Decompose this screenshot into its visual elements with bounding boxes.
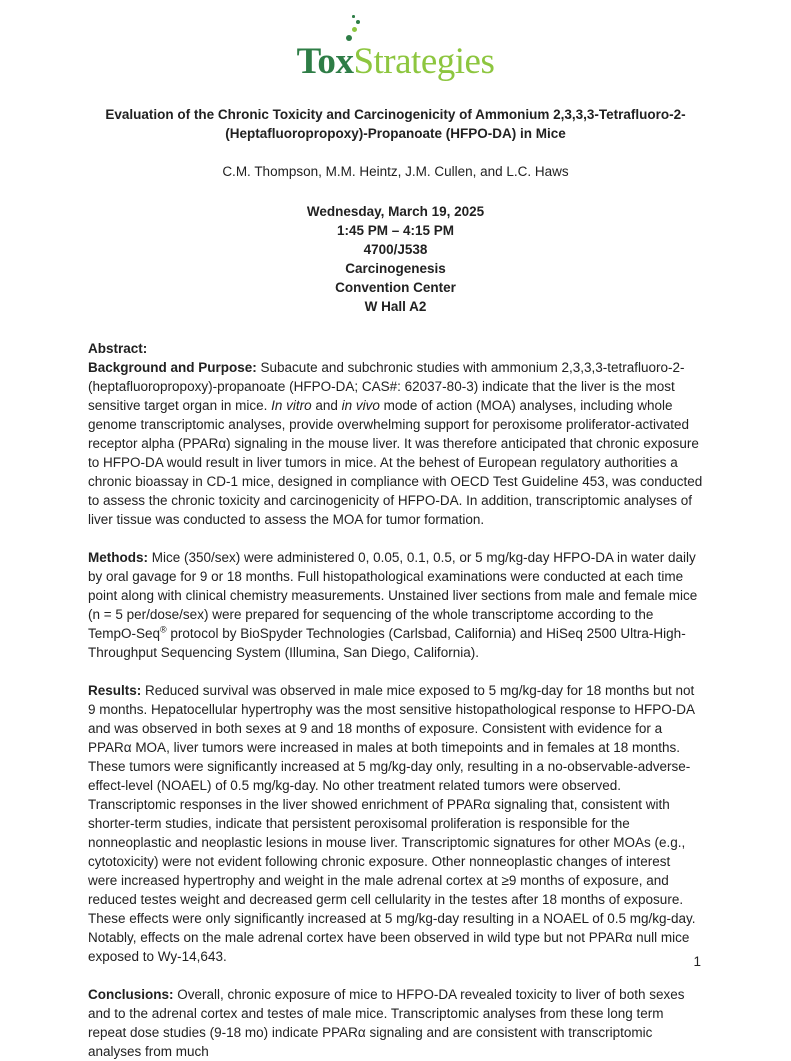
session-number: 4700/J538	[363, 241, 428, 257]
abstract-body	[88, 339, 703, 1061]
section-text-methods: Mice (350/sex) were administered 0, 0.05, 0.1, 0.5, or 5 mg/kg-day HFPO-DA in water daily by oral gavage for 9 or 18 months. Full histopathological examinations were conducted at each time point along with clinical chemistry measurements. Unstained liver sections from male and female mice (n = 5 per/dose/sex) were prepared for sequencing of the whole transcriptome according to the TempO-Seq® protocol by BioSpyder Technologies (Carlsbad, California) and HiSeq 2500 Ultra-High-Throughput Sequencing System (Illumina, San Diego, California).	[88, 549, 698, 660]
session-info	[88, 202, 703, 316]
abstract-paragraph-results	[88, 681, 703, 966]
section-text-results: Reduced survival was observed in male mice exposed to 5 mg/kg-day for 18 months but not 9 months. Hepatocellular hypertrophy was the most sensitive histopathological response to HFPO-DA and was observed in both sexes at 9 and 18 months of exposure. Consistent with evidence for a PPARα MOA, liver tumors were increased in males at both timepoints and in females at 18 months. These tumors were significantly increased at 5 mg/kg-day only, resulting in a no-observable-adverse-effect-level (NOAEL) of 0.5 mg/kg-day. No other treatment related tumors were observed. Transcriptomic responses in the liver showed enrichment of PPARα signaling that, consistent with shorter-term studies, indicate that persistent peroxisomal proliferation is responsible for the nonneoplastic and neoplastic lesions in mouse liver. Transcriptomic signatures for other MOAs (e.g., cytotoxicity) were not evident following chronic exposure. Other nonneoplastic changes of interest were increased hypertrophy and weight in the male adrenal cortex at ≥9 months of exposure, and reduced testes weight and decreased germ cell cellularity in the testes after 18 months of exposure. These effects were only significantly increased at 5 mg/kg-day resulting in a NOAEL of 0.5 mg/kg-day. Notably, effects on the male adrenal cortex have been observed in wild type but not PPARα null mice exposed to Wy-14,643.	[88, 682, 696, 964]
section-text-conclusions: Overall, chronic exposure of mice to HFPO-DA revealed toxicity to liver of both sexes and to the adrenal cortex and testes of male mice. Transcriptomic analyses from these long term repeat dose studies (9-18 mo) indicate PPARα signaling and are consistent with transcriptomic analyses from much	[88, 986, 685, 1059]
session-venue: Convention Center	[335, 279, 456, 295]
abstract-heading: Abstract:	[88, 340, 148, 356]
toxstrategies-logo	[88, 42, 703, 83]
title-line-2: (Heptafluoropropoxy)-Propanoate (HFPO-DA) in Mice	[225, 125, 566, 141]
logo-tox-text: Tox	[297, 41, 354, 82]
session-hall: W Hall A2	[364, 298, 427, 314]
session-date: Wednesday, March 19, 2025	[306, 203, 485, 219]
section-label-background: Background and Purpose:	[88, 359, 257, 375]
section-text-background: Subacute and subchronic studies with ammonium 2,3,3,3-tetrafluoro-2-(heptafluoropropoxy)-propanoate (HFPO-DA; CAS#: 62037-80-3) indicate that the liver is the most sensitive target organ in mice. In vitro and in vivo mode of action (MOA) analyses, including whole genome transcriptomic analyses, provide overwhelming support for peroxisome proliferator-activated receptor alpha (PPARα) signaling in the mouse liver. It was therefore anticipated that chronic exposure to HFPO-DA would result in liver tumors in mice. At the behest of European regulatory authorities a chronic bioassay in CD-1 mice, designed in compliance with OECD Test Guideline 453, was conducted to assess the chronic toxicity and carcinogenicity of HFPO-DA. In addition, transcriptomic analyses of liver tissue was conducted to assess the MOA for tumor formation.	[88, 359, 703, 527]
section-label-methods: Methods:	[88, 549, 148, 565]
authors-line: C.M. Thompson, M.M. Heintz, J.M. Cullen, and L.C. Haws	[222, 163, 569, 179]
title-line-1: Evaluation of the Chronic Toxicity and Carcinogenicity of Ammonium 2,3,3,3-Tetrafluoro-2-	[105, 106, 686, 122]
session-title: Carcinogenesis	[345, 260, 446, 276]
page-number: 1	[693, 954, 701, 969]
abstract-paragraph-background	[88, 358, 703, 529]
logo-strategies-text: Strategies	[353, 41, 495, 82]
page-title	[96, 105, 696, 143]
section-label-conclusions: Conclusions:	[88, 986, 174, 1002]
abstract-paragraph-methods	[88, 548, 703, 662]
abstract-paragraph-conclusions	[88, 985, 703, 1061]
section-label-results: Results:	[88, 682, 142, 698]
session-time: 1:45 PM – 4:15 PM	[336, 222, 455, 238]
